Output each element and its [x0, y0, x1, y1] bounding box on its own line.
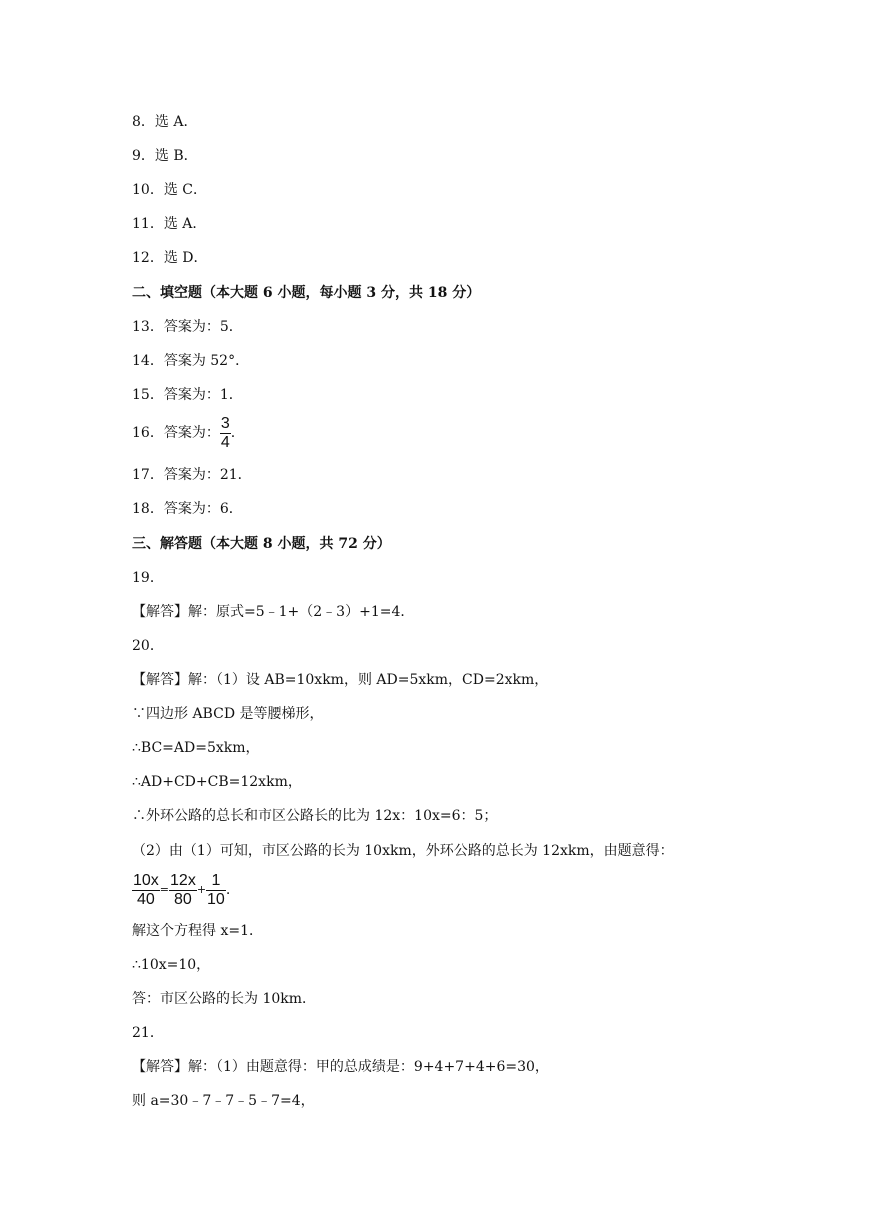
equals-sign: = — [159, 883, 170, 896]
answer-16 — [132, 413, 235, 453]
equation-fraction-middle — [169, 872, 197, 909]
question-21-number: 21． — [132, 1025, 164, 1041]
solution-19: 【解答】解：原式=5﹣1+（2﹣3）+1=4． — [132, 604, 415, 620]
solution-21-step-2: 则 a=30﹣7﹣7﹣5﹣7=4， — [132, 1093, 315, 1109]
equation-fraction-left — [132, 872, 160, 909]
answer-13: 13．答案为：5． — [132, 319, 243, 335]
solution-20-step-1: 【解答】解：（1）设 AB=10xkm，则 AD=5xkm，CD=2xkm， — [132, 672, 549, 688]
answer-16-prefix: 16．答案为： — [132, 425, 220, 441]
solution-20-answer: 答：市区公路的长为 10km． — [132, 991, 317, 1007]
equation-suffix: . — [225, 882, 231, 898]
section-heading-solutions: 三、解答题（本大题 8 小题，共 72 分） — [132, 536, 391, 552]
solution-20-step-8: ∴10x=10， — [132, 957, 211, 973]
equation-fraction-right — [206, 872, 226, 909]
answer-16-suffix: . — [230, 425, 236, 441]
fraction-denominator: 40 — [137, 890, 155, 908]
solution-20-step-5: ∴外环公路的总长和市区公路长的比为 12x：10x=6：5； — [132, 808, 498, 824]
question-19-number: 19． — [132, 570, 164, 586]
answer-8: 8．选 A． — [132, 114, 198, 130]
answer-14: 14．答案为 52°． — [132, 353, 250, 369]
answer-17: 17．答案为：21． — [132, 467, 252, 483]
solution-20-step-2: ∵四边形 ABCD 是等腰梯形， — [132, 706, 324, 722]
plus-sign: + — [196, 883, 207, 896]
fraction-numerator: 1 — [206, 872, 226, 891]
solution-20-step-4: ∴AD+CD+CB=12xkm， — [132, 774, 302, 790]
answer-15: 15．答案为：1． — [132, 387, 243, 403]
fraction-numerator: 10x — [133, 871, 159, 889]
fraction-numerator: 12x — [170, 871, 196, 889]
question-20-number: 20． — [132, 638, 164, 654]
fraction-denominator: 80 — [174, 890, 192, 908]
solution-21-step-1: 【解答】解：（1）由题意得：甲的总成绩是：9+4+7+4+6=30， — [132, 1059, 549, 1075]
fraction-denominator: 4 — [220, 433, 230, 451]
answer-9: 9．选 B． — [132, 148, 198, 164]
section-heading-fill-in: 二、填空题（本大题 6 小题，每小题 3 分，共 18 分） — [132, 285, 481, 301]
fraction-denominator: 10 — [207, 890, 225, 908]
fraction-numerator: 3 — [220, 414, 230, 432]
answer-11: 11．选 A． — [132, 216, 207, 232]
fraction-three-quarters — [220, 415, 231, 452]
solution-20-step-6: （2）由（1）可知，市区公路的长为 10xkm，外环公路的总长为 12xkm，由题意得： — [132, 843, 674, 859]
solution-20-equation — [132, 870, 230, 910]
answer-10: 10．选 C． — [132, 182, 207, 198]
answer-12: 12．选 D． — [132, 250, 208, 266]
solution-20-step-3: ∴BC=AD=5xkm， — [132, 740, 260, 756]
answer-18: 18．答案为：6． — [132, 501, 243, 517]
solution-20-step-7: 解这个方程得 x=1． — [132, 923, 263, 939]
